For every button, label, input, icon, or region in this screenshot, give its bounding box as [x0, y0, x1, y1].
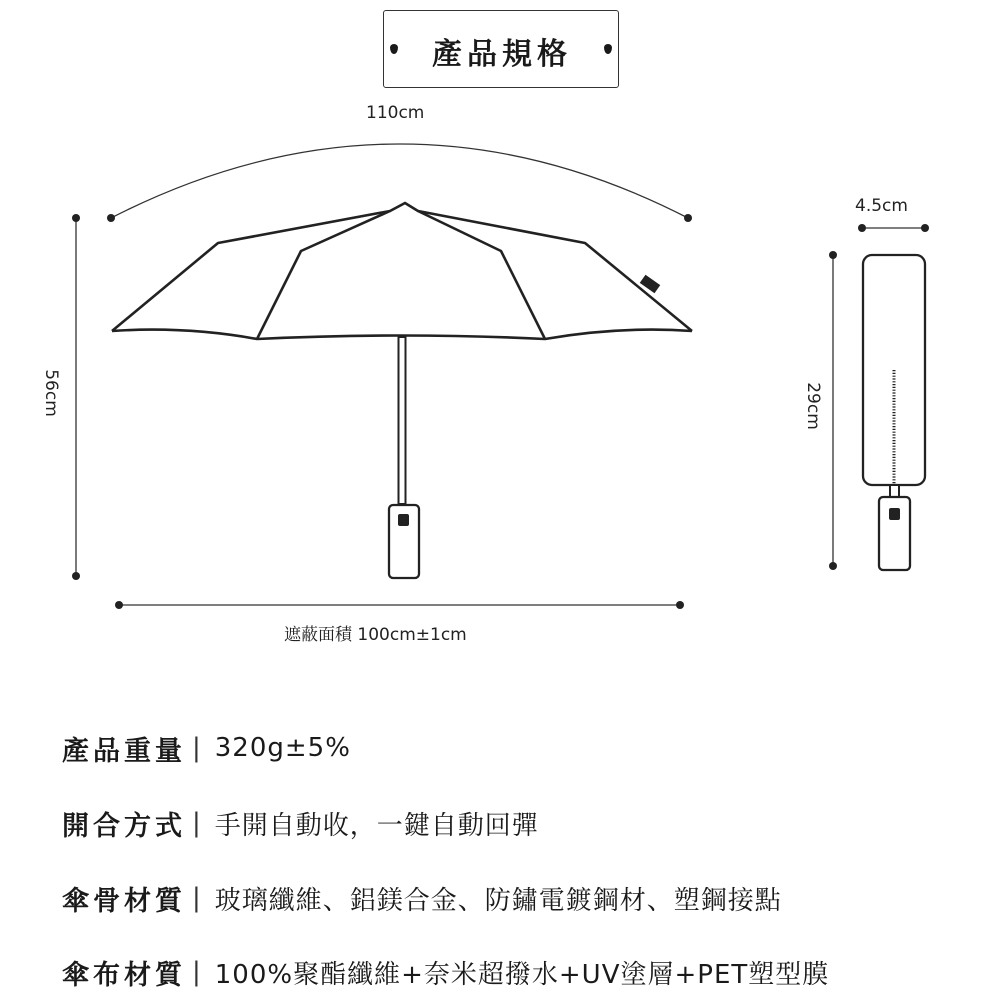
spec-row-frame-material — [62, 878, 782, 918]
dimension-dot — [829, 251, 837, 259]
spec-label: 傘骨材質 — [62, 885, 186, 917]
spec-value: 玻璃纖維、鋁鎂合金、防鏽電鍍鋼材、塑鋼接點 — [214, 885, 782, 916]
dimension-dot — [829, 562, 837, 570]
spec-value: 320g±5% — [214, 733, 351, 763]
spec-separator: | — [192, 808, 201, 838]
dimension-dot — [72, 214, 80, 222]
page-title: 產品規格 — [432, 37, 572, 72]
open-width-label: 110cm — [366, 103, 425, 123]
spec-row-weight — [62, 728, 351, 768]
dimension-dot — [921, 224, 929, 232]
closed-umbrella-neck — [890, 485, 899, 497]
dimension-dot — [676, 601, 684, 609]
coverage-label: 遮蔽面積 100cm±1cm — [284, 625, 467, 645]
spec-label: 產品重量 — [62, 735, 186, 767]
spec-value: 100%聚酯纖維+奈米超撥水+UV塗層+PET塑型膜 — [214, 959, 830, 990]
spec-row-open-close — [62, 803, 539, 843]
closed-width-label: 4.5cm — [855, 196, 908, 216]
dimension-dot — [684, 214, 692, 222]
dimension-dot — [72, 572, 80, 580]
spec-label: 開合方式 — [62, 810, 186, 842]
open-height-label: 56cm — [40, 369, 61, 417]
dimension-dot — [115, 601, 123, 609]
spec-row-fabric-material — [62, 952, 829, 992]
spec-separator: | — [192, 957, 201, 987]
handle-button — [398, 514, 409, 526]
dimension-dot — [107, 214, 115, 222]
closed-umbrella-handle — [879, 497, 910, 570]
spec-separator: | — [192, 883, 201, 913]
dimension-dot — [858, 224, 866, 232]
spec-value: 手開自動收，一鍵自動回彈 — [214, 810, 539, 841]
spec-label: 傘布材質 — [62, 959, 186, 991]
handle-button — [889, 508, 900, 520]
spec-separator: | — [192, 733, 201, 763]
open-umbrella-canopy — [112, 203, 692, 339]
closed-length-label: 29cm — [802, 382, 823, 430]
